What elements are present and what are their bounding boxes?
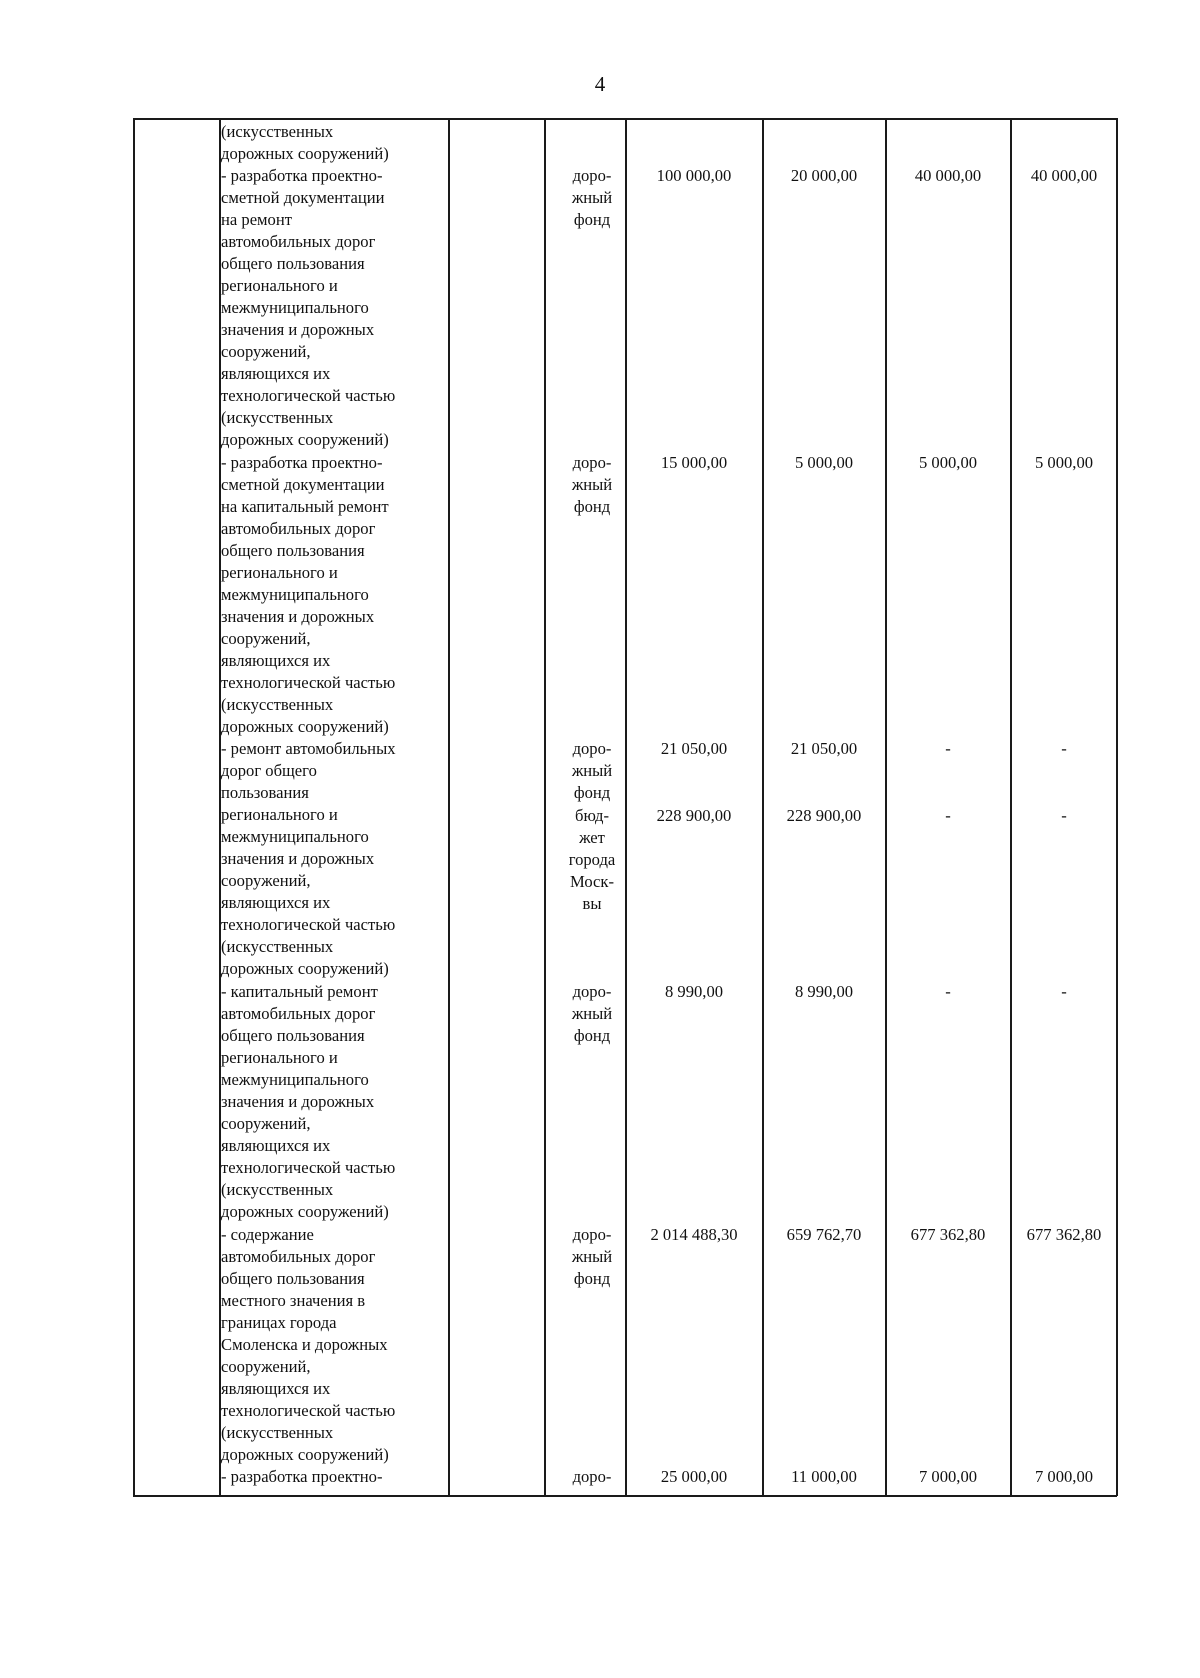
row-funding-source-line: доро- <box>572 166 612 186</box>
row-description-line: значения и дорожных <box>221 606 375 626</box>
row-description-line: - содержание <box>221 1224 314 1244</box>
row-amount-1: 15 000,00 <box>660 452 728 472</box>
table-border-bottom <box>133 1495 1117 1497</box>
row-amount-4: 40 000,00 <box>1030 166 1098 186</box>
row-funding-source <box>546 165 638 231</box>
row-amount-1: 21 050,00 <box>660 739 728 759</box>
row-amount-4: - <box>1061 981 1067 1001</box>
column-divider-2 <box>448 118 450 1496</box>
row-description-line: автомобильных дорог <box>221 1246 376 1266</box>
row-description-line: дорожных сооружений) <box>221 716 389 736</box>
row-description-line: автомобильных дорог <box>221 518 376 538</box>
row-description-line: - разработка проектно- <box>221 166 383 186</box>
row-amount-2: 659 762,70 <box>786 1224 862 1244</box>
row-amount-3: 5 000,00 <box>918 452 978 472</box>
row-amount-1: 2 014 488,30 <box>650 1224 738 1244</box>
row-funding-source-line: фонд <box>573 210 611 230</box>
row-description-line: регионального и <box>221 805 338 825</box>
row-description-line: границах города <box>221 1312 337 1332</box>
row-description-line: - разработка проектно- <box>221 1467 383 1487</box>
row-description-line: общего пользования <box>221 1268 365 1288</box>
row-description <box>221 121 437 165</box>
row-description-line: сметной документации <box>221 474 385 494</box>
row-amount-1: 100 000,00 <box>656 166 732 186</box>
table-border-top <box>133 118 1117 120</box>
row-description <box>221 981 437 1223</box>
table-border-left <box>133 118 135 1496</box>
row-description <box>221 165 437 451</box>
row-amount-2: 21 050,00 <box>790 739 858 759</box>
row-description-line: являющихся их <box>221 1135 331 1155</box>
row-funding-source <box>546 1224 638 1290</box>
row-description-line: являющихся их <box>221 1378 331 1398</box>
row-amount-2: 20 000,00 <box>790 166 858 186</box>
row-description-line: общего пользования <box>221 1025 365 1045</box>
row-description-line: (искусственных <box>221 694 334 714</box>
row-description-line: регионального и <box>221 276 338 296</box>
row-description-line: технологической частью <box>221 1400 396 1420</box>
row-description-line: дорожных сооружений) <box>221 959 389 979</box>
row-funding-source-2-line: Моск- <box>569 871 614 891</box>
row-funding-source-line: жный <box>571 1003 613 1023</box>
row-funding-source-line: фонд <box>573 496 611 516</box>
row-description-line: дорожных сооружений) <box>221 1201 389 1221</box>
row-description-line: (искусственных <box>221 1179 334 1199</box>
row-description-line: (искусственных <box>221 1422 334 1442</box>
row-description-line: сооружений, <box>221 1113 311 1133</box>
row-funding-source-2-line: бюд- <box>575 805 609 825</box>
row-funding-source <box>546 981 638 1047</box>
row-amount-1: 25 000,00 <box>660 1467 728 1487</box>
row-description-line: сооружений, <box>221 628 311 648</box>
row-description-line: технологической частью <box>221 672 396 692</box>
row-description-line: значения и дорожных <box>221 320 375 340</box>
row-amount-2-3: - <box>945 805 951 825</box>
row-amount-4: - <box>1061 739 1067 759</box>
row-amount-2: 8 990,00 <box>794 981 854 1001</box>
row-amount-3: 677 362,80 <box>910 1224 986 1244</box>
row-description-line: на ремонт <box>221 210 292 230</box>
row-description-line: общего пользования <box>221 254 365 274</box>
row-funding-source-line: фонд <box>573 1025 611 1045</box>
row-description-line: сметной документации <box>221 188 385 208</box>
row-description-line: межмуниципального <box>221 827 369 847</box>
row-description-line: регионального и <box>221 1047 338 1067</box>
row-amount-4: 5 000,00 <box>1034 452 1094 472</box>
row-description-line: являющихся их <box>221 364 331 384</box>
row-description-line: дорог общего <box>221 761 317 781</box>
row-description-line: межмуниципального <box>221 1069 369 1089</box>
row-description-line: (искусственных <box>221 937 334 957</box>
row-description-line: автомобильных дорог <box>221 1003 376 1023</box>
row-description-line: технологической частью <box>221 1157 396 1177</box>
row-description <box>221 1224 437 1466</box>
row-amount-3: 7 000,00 <box>918 1467 978 1487</box>
row-description-line: местного значения в <box>221 1290 366 1310</box>
row-description <box>221 738 437 980</box>
row-description-line: значения и дорожных <box>221 1091 375 1111</box>
row-funding-source-line: доро- <box>572 1467 612 1487</box>
row-amount-2-4: - <box>1061 805 1067 825</box>
row-funding-source-line: жный <box>571 474 613 494</box>
row-amount-4: 677 362,80 <box>1026 1224 1102 1244</box>
row-description-line: общего пользования <box>221 540 365 560</box>
row-description-line: являющихся их <box>221 650 331 670</box>
row-funding-source <box>546 452 638 518</box>
row-funding-source-line: доро- <box>572 452 612 472</box>
row-description-line: Смоленска и дорожных <box>221 1334 388 1354</box>
row-description-line: пользования <box>221 783 309 803</box>
row-funding-source <box>546 738 638 804</box>
row-amount-4: 7 000,00 <box>1034 1467 1094 1487</box>
row-description <box>221 1466 437 1488</box>
row-amount-3: 40 000,00 <box>914 166 982 186</box>
row-description <box>221 452 437 738</box>
row-funding-source-2 <box>546 805 638 915</box>
row-description-line: значения и дорожных <box>221 849 375 869</box>
row-description-line: - ремонт автомобильных <box>221 739 396 759</box>
row-funding-source-line: фонд <box>573 783 611 803</box>
row-funding-source-2-line: жет <box>579 827 605 847</box>
row-description-line: дорожных сооружений) <box>221 430 389 450</box>
row-amount-2: 5 000,00 <box>794 452 854 472</box>
row-description-line: - капитальный ремонт <box>221 981 378 1001</box>
row-funding-source-line: доро- <box>572 1224 612 1244</box>
row-amount-2-2: 228 900,00 <box>786 805 862 825</box>
row-description-line: межмуниципального <box>221 298 369 318</box>
row-funding-source-2-line: вы <box>582 893 602 913</box>
row-funding-source <box>546 1466 638 1488</box>
row-description-line: автомобильных дорог <box>221 232 376 252</box>
row-funding-source-line: жный <box>571 188 613 208</box>
row-funding-source-line: доро- <box>572 739 612 759</box>
page-number: 4 <box>594 72 606 96</box>
row-amount-2: 11 000,00 <box>791 1467 857 1487</box>
row-description-line: регионального и <box>221 562 338 582</box>
row-description-line: (искусственных <box>221 408 334 428</box>
row-description-line: межмуниципального <box>221 584 369 604</box>
row-funding-source-2-line: города <box>568 849 616 869</box>
row-description-line: сооружений, <box>221 342 311 362</box>
row-description-line: сооружений, <box>221 871 311 891</box>
row-description-line: - разработка проектно- <box>221 452 383 472</box>
table-border-right <box>1116 118 1118 1496</box>
row-description-line: технологической частью <box>221 386 396 406</box>
row-description-line: являющихся их <box>221 893 331 913</box>
row-funding-source-line: фонд <box>573 1268 611 1288</box>
row-description-line: дорожных сооружений) <box>221 1444 389 1464</box>
row-description-line: сооружений, <box>221 1356 311 1376</box>
row-amount-3: - <box>945 739 951 759</box>
row-description-line: (искусственных <box>221 122 334 141</box>
row-amount-3: - <box>945 981 951 1001</box>
row-funding-source-line: доро- <box>572 981 612 1001</box>
row-description-line: на капитальный ремонт <box>221 496 389 516</box>
row-description-line: дорожных сооружений) <box>221 144 389 163</box>
row-funding-source-line: жный <box>571 1246 613 1266</box>
row-amount-1: 8 990,00 <box>664 981 724 1001</box>
row-description-line: технологической частью <box>221 915 396 935</box>
row-funding-source-line: жный <box>571 761 613 781</box>
row-amount-2-1: 228 900,00 <box>656 805 732 825</box>
